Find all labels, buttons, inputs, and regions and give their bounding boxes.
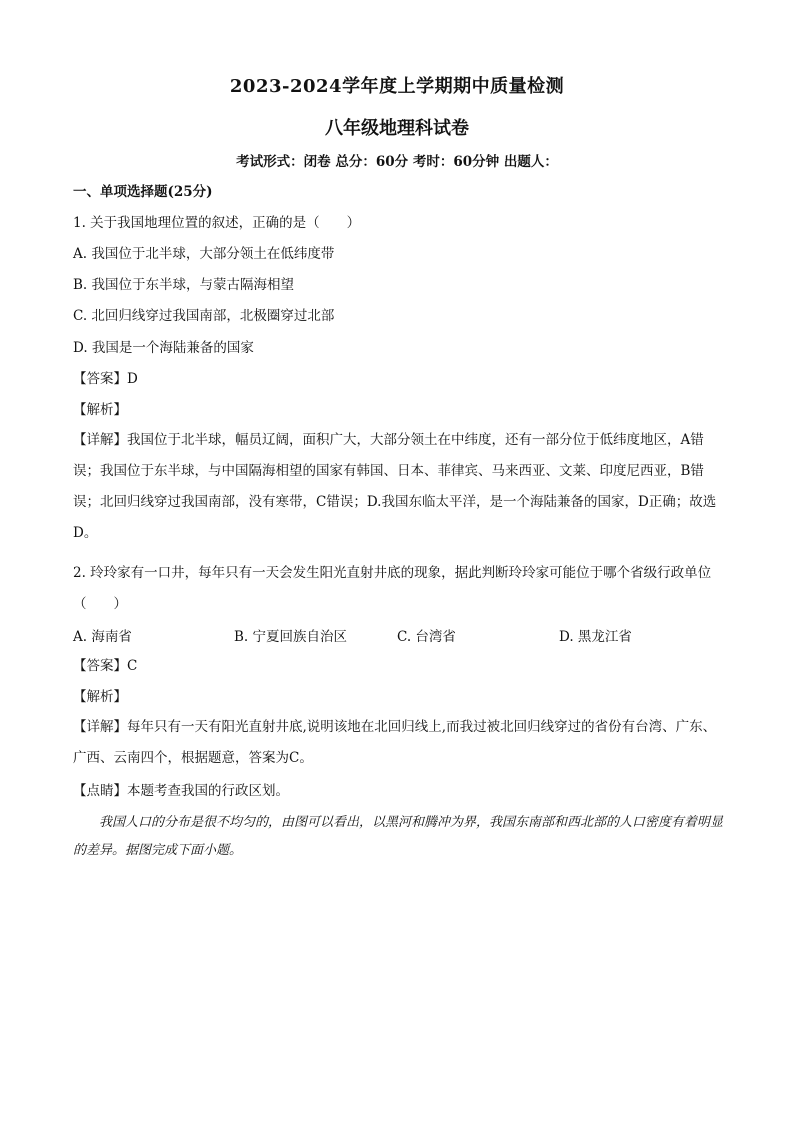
section-heading: 一、单项选择题(25分) — [73, 184, 213, 200]
question-2-options — [73, 625, 723, 645]
question-1-detail: 【详解】我国位于北半球，幅员辽阔，面积广大，大部分领土在中纬度，还有一部分位于低纬度地区，A错误；我国位于东半球，与中国隔海相望的国家有韩国、日本、菲律宾、马来西亚、文莱、印度尼西亚，B错误；北回归线穿过我国南部，没有寒带，C错误；D.我国东临太平洋，是一个海陆兼备的国家，D正确；故选D。 — [73, 432, 717, 541]
question-1-analysis-label: 【解析】 — [73, 402, 127, 418]
question-1-option-d: D. 我国是一个海陆兼备的国家 — [73, 340, 254, 356]
question-1-option-b: B. 我国位于东半球，与蒙古隔海相望 — [73, 277, 295, 293]
exam-meta: 考试形式：闭卷 总分：60分 考时：60分钟 出题人： — [236, 154, 558, 170]
question-1-option-a: A. 我国位于北半球，大部分领土在低纬度带 — [73, 246, 335, 262]
question-2-tip: 【点睛】本题考查我国的行政区划。 — [73, 783, 289, 799]
question-2-answer: 【答案】C — [73, 658, 138, 674]
question-2-stem: 2. 玲玲家有一口井，每年只有一天会发生阳光直射井底的现象，据此判断玲玲家可能位于哪个省级行政单位（ ） — [73, 565, 712, 612]
exam-subtitle: 八年级地理科试卷 — [325, 118, 469, 139]
question-1-answer: 【答案】D — [73, 371, 138, 387]
question-1-option-c: C. 北回归线穿过我国南部，北极圈穿过北部 — [73, 308, 335, 324]
exam-title: 2023-2024学年度上学期期中质量检测 — [229, 76, 565, 97]
question-2-analysis-label: 【解析】 — [73, 689, 127, 705]
question-2-option-d: D. 黑龙江省 — [559, 629, 632, 645]
question-2-option-a: A. 海南省 — [73, 629, 132, 645]
reading-passage: 我国人口的分布是很不均匀的，由图可以看出，以黑河和腾冲为界，我国东南部和西北部的人口密度有着明显的差异。据图完成下面小题。 — [73, 815, 724, 858]
question-2-option-c: C. 台湾省 — [397, 629, 456, 645]
question-2-option-b: B. 宁夏回族自治区 — [234, 629, 348, 645]
question-1-stem: 1. 关于我国地理位置的叙述，正确的是（ ） — [73, 215, 361, 231]
question-2-detail: 【详解】每年只有一天有阳光直射井底,说明该地在北回归线上,而我过被北回归线穿过的省份有台湾、广东、广西、云南四个，根据题意，答案为C。 — [73, 719, 717, 766]
